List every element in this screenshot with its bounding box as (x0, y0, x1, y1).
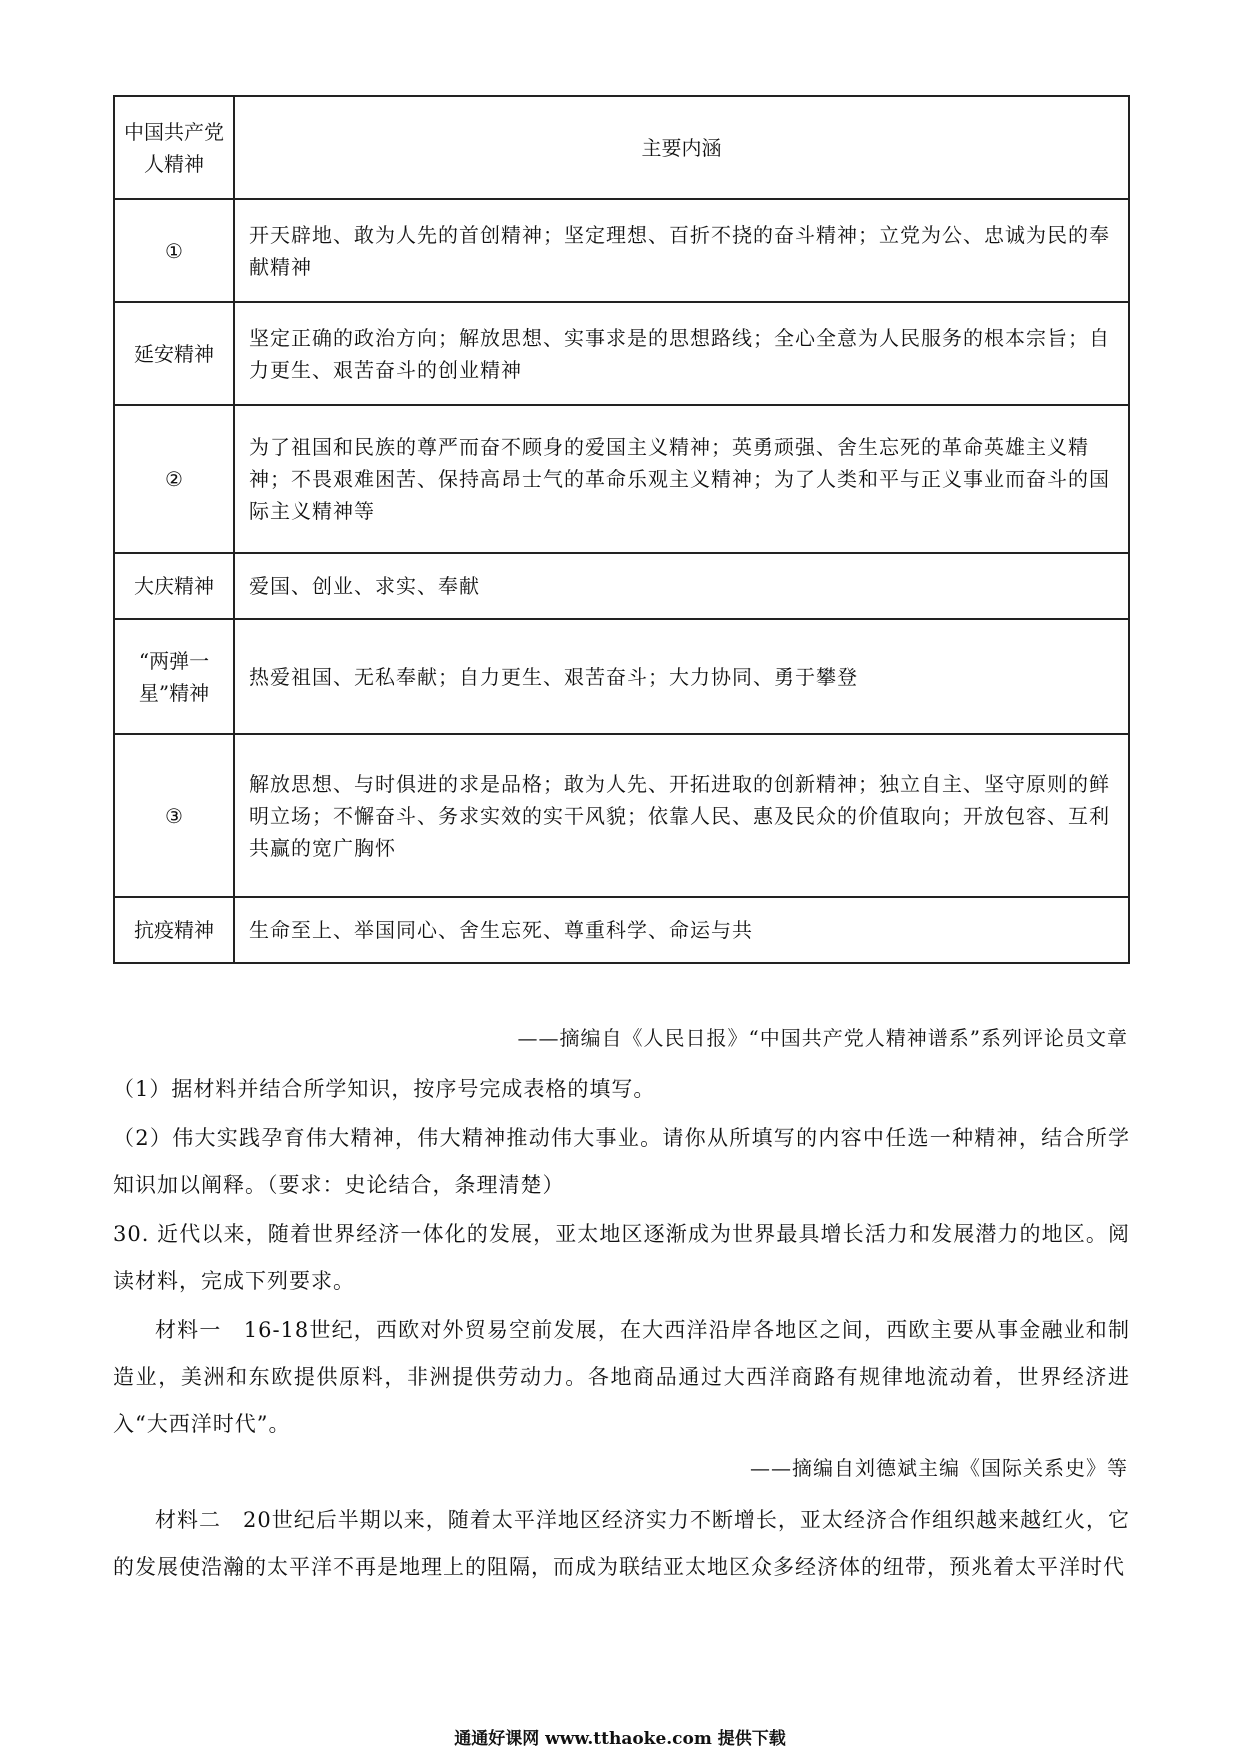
table-row (114, 199, 1129, 302)
row-name: 大庆精神 (114, 553, 234, 619)
header-col-name: 中国共产党人精神 (114, 96, 234, 199)
question-30: 30. 近代以来，随着世界经济一体化的发展，亚太地区逐渐成为世界最具增长活力和发展潜力的地区。阅读材料，完成下列要求。 (113, 1222, 1130, 1293)
header-col-content: 主要内涵 (234, 96, 1129, 199)
row-content: 为了祖国和民族的尊严而奋不顾身的爱国主义精神；英勇顽强、舍生忘死的革命英雄主义精神；不畏艰难困苦、保持高昂士气的革命乐观主义精神；为了人类和平与正义事业而奋斗的国际主义精神等 (234, 405, 1129, 553)
row-content: 生命至上、举国同心、舍生忘死、尊重科学、命运与共 (234, 897, 1129, 963)
material-1: 材料一 16-18世纪，西欧对外贸易空前发展，在大西洋沿岸各地区之间，西欧主要从事金融业和制造业，美洲和东欧提供原料，非洲提供劳动力。各地商品通过大西洋商路有规律地流动着，世界经济进入“大西洋时代”。 (113, 1318, 1130, 1436)
table-header-row (114, 96, 1129, 199)
source-citation: ——摘编自《人民日报》“中国共产党人精神谱系”系列评论员文章 (517, 1026, 1128, 1050)
table-row (114, 619, 1129, 734)
question-1: （1）据材料并结合所学知识，按序号完成表格的填写。 (113, 1077, 656, 1101)
table-row (114, 734, 1129, 897)
row-name: “两弹一星”精神 (114, 619, 234, 734)
row-content: 解放思想、与时俱进的求是品格；敢为人先、开拓进取的创新精神；独立自主、坚守原则的鲜明立场；不懈奋斗、务求实效的实干风貌；依靠人民、惠及民众的价值取向；开放包容、互利共赢的宽广胸怀 (234, 734, 1129, 897)
row-name: ② (114, 405, 234, 553)
row-name: ① (114, 199, 234, 302)
footer-download-note: 通通好课网 www.tthaoke.com 提供下载 (454, 1729, 786, 1749)
row-name: ③ (114, 734, 234, 897)
source-citation-2: ——摘编自刘德斌主编《国际关系史》等 (750, 1456, 1128, 1480)
row-name: 延安精神 (114, 302, 234, 405)
question-2: （2）伟大实践孕育伟大精神，伟大精神推动伟大事业。请你从所填写的内容中任选一种精神，结合所学知识加以阐释。（要求：史论结合，条理清楚） (113, 1126, 1130, 1197)
row-content: 坚定正确的政治方向；解放思想、实事求是的思想路线；全心全意为人民服务的根本宗旨；自力更生、艰苦奋斗的创业精神 (234, 302, 1129, 405)
table-row (114, 897, 1129, 963)
spirit-table (113, 95, 1130, 964)
row-content: 热爱祖国、无私奉献；自力更生、艰苦奋斗；大力协同、勇于攀登 (234, 619, 1129, 734)
row-content: 爱国、创业、求实、奉献 (234, 553, 1129, 619)
material-2: 材料二 20世纪后半期以来，随着太平洋地区经济实力不断增长，亚太经济合作组织越来越红火，它的发展使浩瀚的太平洋不再是地理上的阻隔，而成为联结亚太地区众多经济体的纽带，预兆着太平洋时代 (113, 1508, 1130, 1579)
table-row (114, 553, 1129, 619)
row-content: 开天辟地、敢为人先的首创精神；坚定理想、百折不挠的奋斗精神；立党为公、忠诚为民的奉献精神 (234, 199, 1129, 302)
table-row (114, 302, 1129, 405)
table-row (114, 405, 1129, 553)
row-name: 抗疫精神 (114, 897, 234, 963)
